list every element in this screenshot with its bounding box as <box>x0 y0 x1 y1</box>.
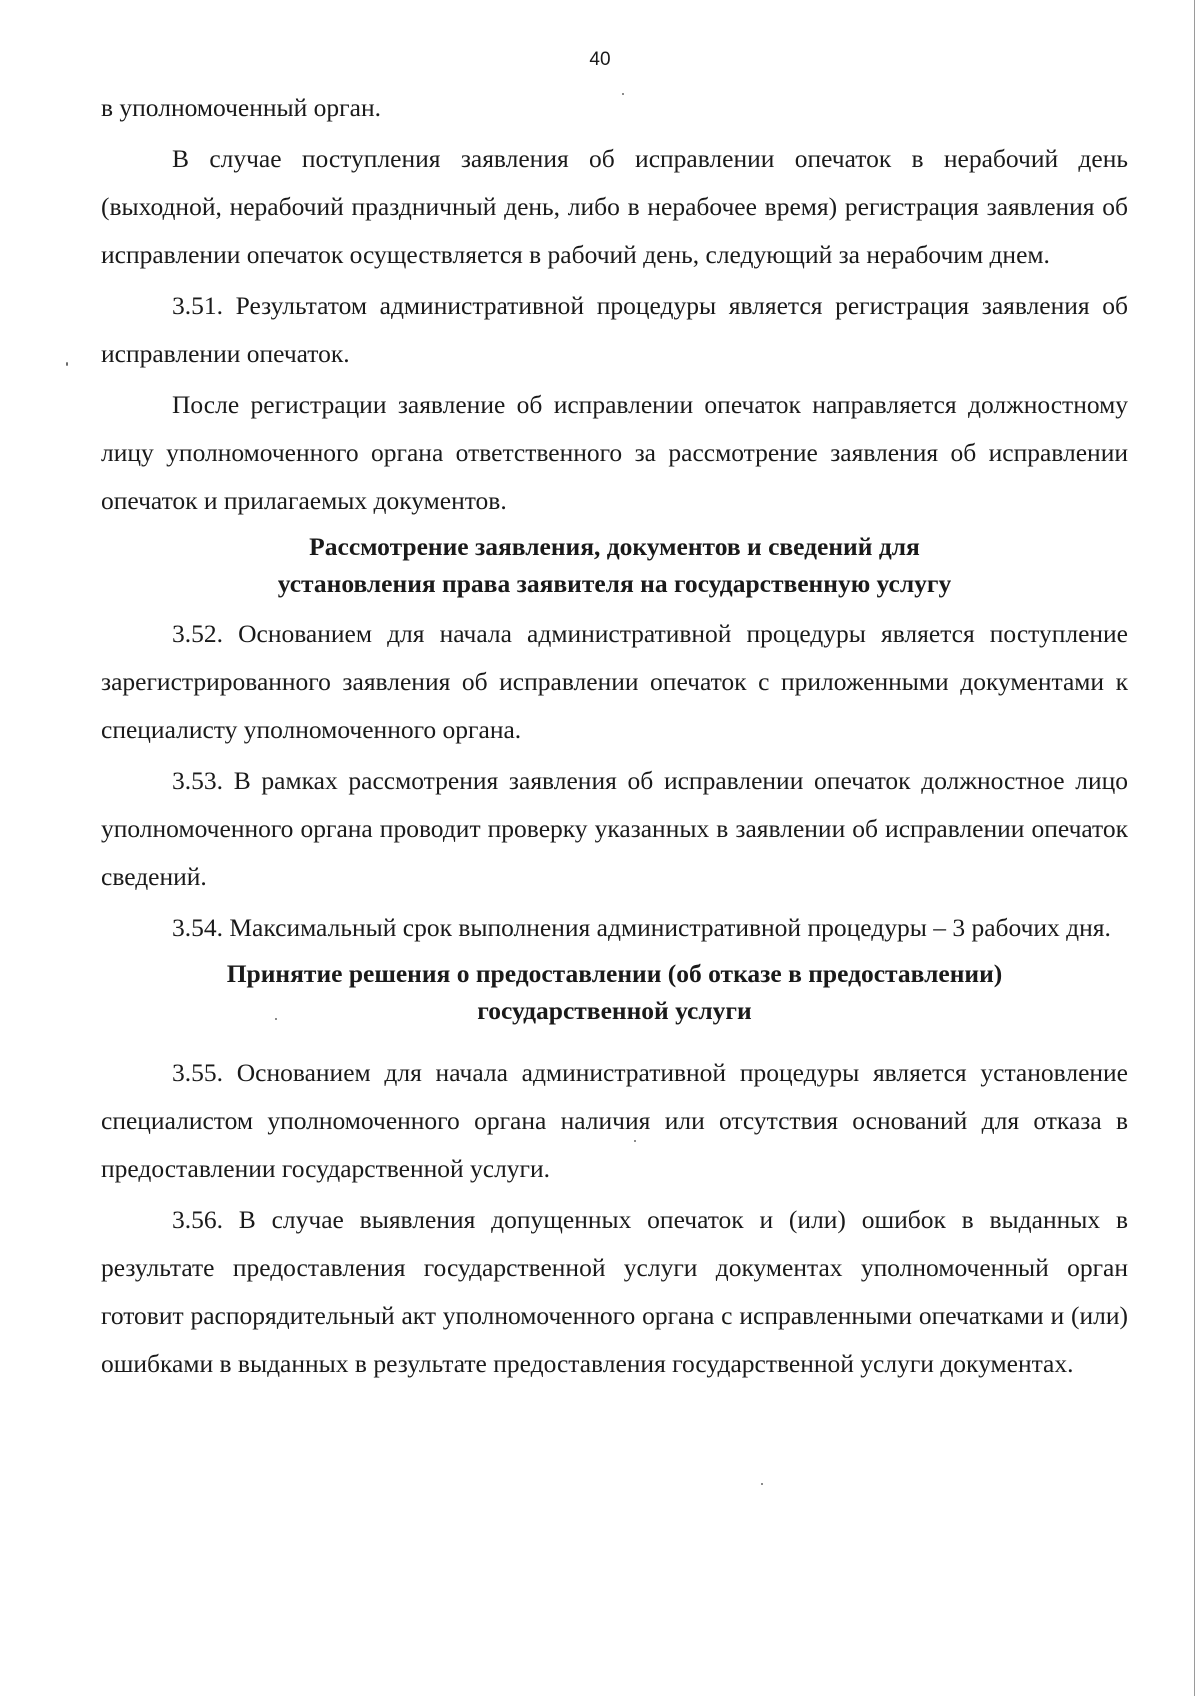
section-heading-line: Принятие решения о предоставлении (об отказе в предоставлении) <box>226 959 1003 988</box>
paragraph: В случае поступления заявления об исправлении опечаток в нерабочий день (выходной, нерабочий праздничный день, либо в нерабочее время) регистрация заявления об исправлении опечаток осуществляется в рабочий день, следующий за нерабочим днем. <box>101 144 1128 269</box>
paragraph: После регистрации заявление об исправлении опечаток направляется должностному лицу уполномоченного органа ответственного за рассмотрение заявления об исправлении опечаток и прилагаемых документов. <box>101 390 1128 515</box>
scan-edge-line <box>1194 0 1195 1696</box>
scan-speck <box>66 362 68 366</box>
section-heading-line: установления права заявителя на государственную услугу <box>277 569 952 598</box>
paragraph: в уполномоченный орган. <box>101 93 381 122</box>
paragraph: 3.55. Основанием для начала административной процедуры является установление специалистом уполномоченного органа наличия или отсутствия оснований для отказа в предоставлении государственной услуги. <box>101 1058 1128 1183</box>
paragraph: 3.56. В случае выявления допущенных опечаток и (или) ошибок в выданных в результате предоставления государственной услуги документах уполномоченный орган готовит распорядительный акт уполномоченного органа с исправленными опечатками и (или) ошибками в выданных в результате предоставления государственной услуги документах. <box>101 1205 1128 1378</box>
paragraph: 3.53. В рамках рассмотрения заявления об исправлении опечаток должностное лицо уполномоченного органа проводит проверку указанных в заявлении об исправлении опечаток сведений. <box>101 766 1128 891</box>
document-body <box>101 84 1128 1391</box>
section-heading-line: Рассмотрение заявления, документов и сведений для <box>309 532 920 561</box>
page-number: 40 <box>589 49 611 70</box>
section-heading-line: государственной услуги <box>477 996 752 1025</box>
paragraph: 3.54. Максимальный срок выполнения административной процедуры – 3 рабочих дня. <box>172 913 1111 942</box>
section-heading <box>101 955 1128 1049</box>
paragraph: 3.51. Результатом административной процедуры является регистрация заявления об исправлении опечаток. <box>101 291 1128 368</box>
scan-speck <box>761 1483 763 1485</box>
paragraph: 3.52. Основанием для начала административной процедуры является поступление зарегистрированного заявления об исправлении опечаток с приложенными документами к специалисту уполномоченного органа. <box>101 619 1128 744</box>
section-heading <box>101 528 1128 610</box>
